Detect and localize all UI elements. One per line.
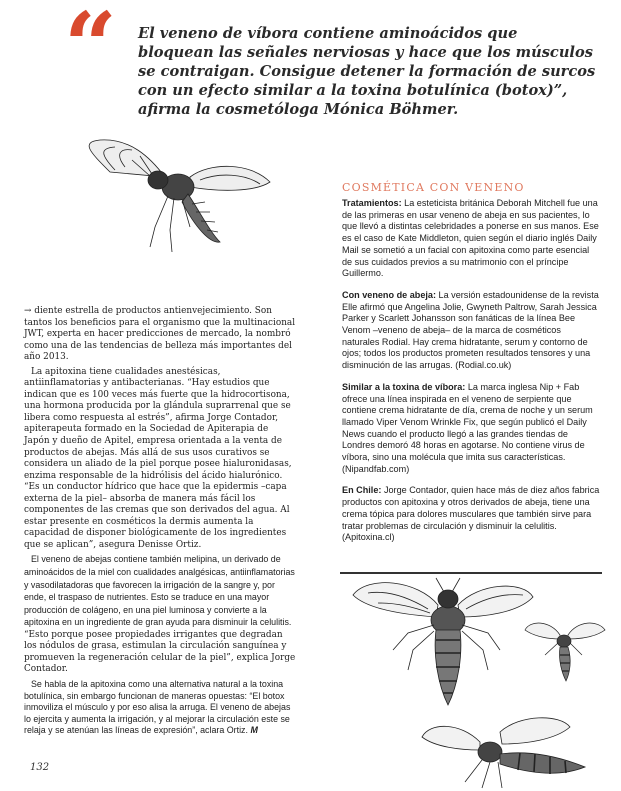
sidebar-item: [342, 290, 600, 372]
sidebar-item: [342, 198, 600, 280]
page-number: 132: [30, 762, 50, 773]
article-text-run: El veneno de abejas contiene también melipina, un derivado de aminoácidos de la miel con cualidades analgésicas, antiinflamatorias y vasodilatadoras que favorecen la irrigación de la sangre y, por ende, el traspaso de nutrientes. Esto se traduce en una mayor producción de colágeno, en una piel luminosa y convierte a la apitoxina en un ingrediente de gran ayuda para disminuir la celulitis.: [24, 554, 295, 628]
sidebar-item-text: La esteticista británica Deborah Mitchell fue una de las primeras en usar veneno de abeja en sus pacientes, lo que llevó a distintas celebridades a ponerse en sus manos. Ese es el caso de Kate Middleton, quien según el diario inglés Daily Mail se sometió a un facial con apitoxina como parte esencial de sus cuidados previos a su matrimonio con el príncipe Guillermo.: [342, 198, 599, 279]
bee-illustration-icon: [70, 132, 280, 257]
article-text-run: Se habla de la apitoxina como una alternativa natural a la toxina botulínica, sin embargo funcionan de maneras opuestas: “El botox inmoviliza el músculo y por eso alisa la arruga. El veneno de abejas lo ejercita y aumenta la irrigación, y al mejorar la circulación este se relaja y se atenúan las líneas de expresión”, aclara Ortiz.: [24, 678, 291, 736]
sidebar-item-text: La versión estadounidense de la revista Elle afirmó que Angelina Jolie, Gwyneth Paltrow, Sarah Jessica Parker y Scarlett Johansson son fanáticas de la línea Bee Venom –veneno de abeja– de la marca de cosméticos naturales Rodial. Hay crema hidratante, serum y contorno de ojos; todos los productos prometen resultados tensores y una disminución de las arrugas. (Rodial.co.uk): [342, 289, 599, 371]
article-paragraph: → diente estrella de productos antienvejecimiento. Son tantos los beneficios para el organismo que la multinacional JWT, experta en hacer predicciones de mercado, la nombró como una de las tendencias de belleza más importantes del año 2013.: [24, 306, 296, 363]
sidebar-item-heading: Con veneno de abeja:: [342, 289, 436, 300]
sidebar-item-text: La marca inglesa Nip + Fab ofrece una línea inspirada en el veneno de serpiente que contiene crema hidratante de día, crema de noche y un serum llamado Viper Venom Wrinkle Fix, que según publicó el Daily News cuando el producto llegó a las grandes tiendas de Londres demoró 48 horas en agotarse. No contiene virus de víbora, sino una molécula que imita sus características. (Nipandfab.com): [342, 381, 593, 474]
sidebar-title: COSMÉTICA CON VENENO: [342, 181, 525, 194]
sidebar-item-heading: Similar a la toxina de víbora:: [342, 381, 466, 392]
sidebar-item: [342, 485, 600, 544]
article-paragraph: [24, 554, 296, 675]
article-paragraph: [24, 679, 296, 737]
sidebar-item-text: Jorge Contador, quien hace más de diez años fabrica productos con apitoxina y otros derivados de abeja, tiene una crema tópica para dolores musculares que también sirve para tratar problemas de circulación y disminuir la celulitis. (Apitoxina.cl): [342, 485, 600, 543]
article-text-run: “Esto porque posee propiedades irrigantes que degradan los nódulos de grasa, estimulan la circulación sanguínea y promueven la regeneración celular de la piel”, explica Jorge Contador.: [24, 629, 296, 675]
article-body: [24, 306, 296, 740]
sidebar-item-heading: Tratamientos:: [342, 198, 402, 208]
small-bee-illustration-icon: [520, 615, 610, 685]
sidebar-box: [342, 198, 600, 554]
large-bee-illustration-icon: [348, 575, 538, 710]
article-paragraph: La apitoxina tiene cualidades anestésicas, antiinflamatorias y antibacterianas. “Hay estudios que indican que es 100 veces más fuerte que la hidrocortisona, una hormona producida por la glándula suprarrenal que se libera como respuesta al estrés”, afirma Jorge Contador, apiterapeuta formado en la Sociedad de Apiterapia de Japón y dueño de Apitel, empresa orientada a la venta de productos de abejas. Más allá de sus usos curativos se considera un aliado de la piel porque posee hialuronidasas, enzima responsable de la hidrólisis del ácido hialurónico. “Es un conductor hídrico que hace que la epidermis –capa externa de la piel– absorba de manera más fácil los componentes de las cremas que son derivados del agua. Al estar presente en cosméticos la dermis aumenta la capacidad de disponer biológicamente de los ingredientes que se aplican”, asegura Denisse Ortiz.: [24, 366, 292, 550]
sidebar-item-heading: En Chile:: [342, 485, 382, 496]
sidebar-item: [342, 382, 600, 476]
quote-mark: “: [64, 0, 117, 100]
pull-quote: El veneno de víbora contiene aminoácidos que bloquean las señales nerviosas y hace que los músculos se contraigan. Consigue detener la formación de surcos con un efecto similar a la toxina botulínica (botox)”, afirma la cosmetóloga Mónica Böhmer.: [138, 25, 596, 118]
section-divider: [340, 572, 602, 574]
bottom-bee-illustration-icon: [420, 712, 590, 791]
end-mark: M: [250, 725, 258, 736]
